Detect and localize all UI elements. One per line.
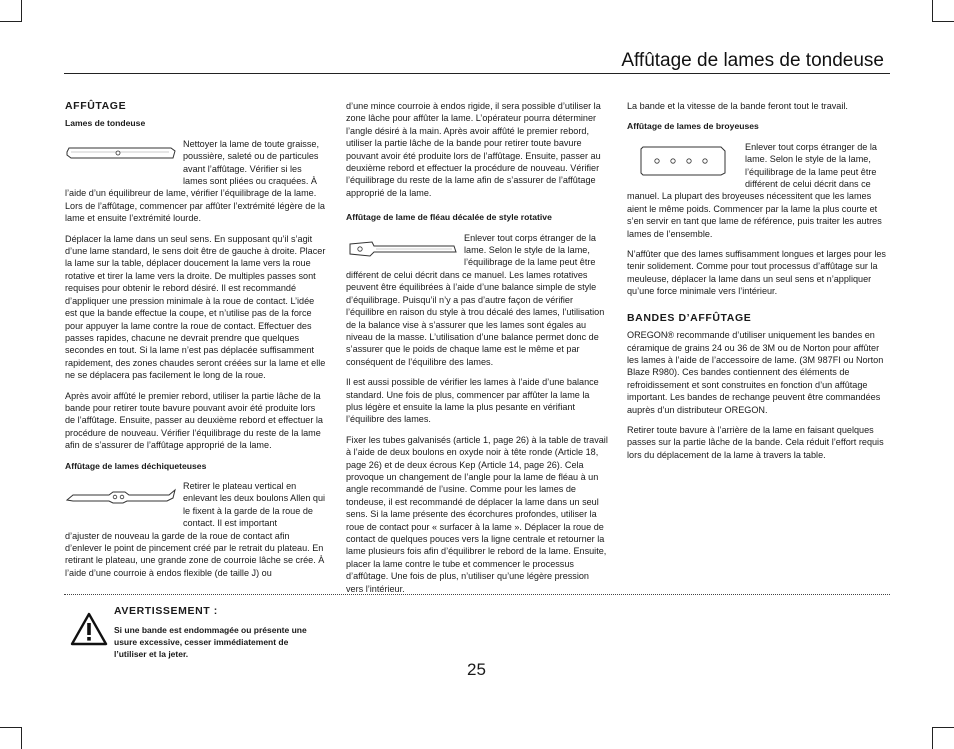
title-rule — [64, 73, 890, 74]
crop-mark — [932, 0, 933, 22]
warning-text: Si une bande est endommagée ou présente une usure excessive, cesser immédiatement de l’utiliser et la jeter. — [114, 625, 307, 659]
paragraph: Après avoir affûté le premier rebord, utiliser la partie lâche de la bande pour retirer toute bavure pouvant avoir été produite lors de l’affûtage. Ensuite, passer au deuxième rebord et effectuer la procédure de nouveau. Vérifier l’équilibrage du reste de la lame afin de s’assurer de l’affûtage approprié de la lame. — [65, 390, 323, 451]
dotted-divider — [64, 594, 890, 595]
paragraph: d’une mince courroie à endos rigide, il sera possible d’utiliser la zone lâche pour affûter la lame. L’opérateur pourra déterminer l’angle désiré à la main. Après avoir affûté le premier rebord, utiliser la partie lâche de la bande pour retirer toute bavure pouvant avoir été produite lors de l’affûtage. Ensuite, passer au deuxième rebord et effectuer la procédure de nouveau. Vérifier l’équilibrage du reste de la lame afin de s’assurer de l’affûtage approprié de la lame. — [346, 101, 601, 198]
mulching-blade-icon — [65, 480, 177, 510]
subheading-lames-broyeuses: Affûtage de lames de broyeuses — [627, 121, 759, 132]
subheading-lame-fleau: Affûtage de lame de fléau décalée de style rotative — [346, 212, 552, 223]
crop-mark — [0, 727, 22, 728]
page-title: Affûtage de lames de tondeuse — [621, 50, 884, 71]
paragraph: d’ajuster de nouveau la garde de la roue de contact afin d’enlever le point de pincement créé par le retrait du plateau. En retirant le plateau, une grande zone de courroie lâche se crée. À l’aide d’une courroie à endos flexible (de taille J) ou — [65, 530, 325, 578]
crop-mark — [21, 0, 22, 22]
section-heading-affutage: AFFÛTAGE — [65, 100, 127, 112]
paragraph: différent de celui décrit dans ce manuel. Les lames rotatives peuvent être équilibrées à l’aide d’une balance simple de style d’équilibrage. Puisqu’il n’y a pas d’autre façon de vérifier l’équilibre en raison du style à trou décalé des lames, l’utilisation de la balance vise à s’assurer que les lames sont égales au niveau de la masse. L’utilisation d’une balance permet donc de s’assurer que le poids de chaque lame est le même et par conséquent de l’équilibre des lames. — [346, 269, 605, 367]
chipper-blade-icon — [627, 141, 739, 181]
paragraph: La bande et la vitesse de la bande feront tout le travail. — [627, 101, 848, 111]
paragraph: Fixer les tubes galvanisés (article 1, page 26) à la table de travail à l’aide de deux boulons en oxyde noir à tête ronde (Article 18, page 26) et de deux écrous Kep (Article 14, page 26). Cela provoque un changement de l’angle pour la lame de fléau à un angle recommandé de l’usine. Comme pour les lames de tondeuse, il est recommandé de déplacer la lame dans un seul sens. Si la lame présente des écorchures profondes, utiliser la roue de contact pour « surfacer à la lame ». Déplacer la roue de contact de quelques pouces vers la ligne centrale et retourner la lame plusieurs fois afin d’équilibrer le rebord de la lame. Ensuite, placer la lame contre le tube et commencer le processus d’affûtage. Une fois de plus, n’utiliser qu’une légère pression vers l’intérieur. — [346, 434, 608, 594]
paragraph: l’aide d’un équilibreur de lame, vérifier l’équilibrage de la lame. Lors de l’affûtage, commencer par affûter l’extrémité légère de la lame et ensuite l’extrémité lourde. — [65, 188, 325, 224]
mower-blade-icon — [65, 138, 177, 168]
paragraph: OREGON® recommande d’utiliser uniquement les bandes en céramique de grains 24 ou 36 de 3M ou de Norton pour affûter les lames à l’aide de l’accessoire de lame. (3M 987FI ou Norton Blaze R980). Ces bandes contiennent des éléments de refroidissement et sont construites en fonction d’un affûtage important. Les bandes de rechange peuvent être commandées auprès d’un distributeur OREGON. — [627, 330, 884, 415]
crop-mark — [932, 727, 933, 749]
column-2 — [346, 100, 608, 603]
subheading-lames-dechiqueteuses: Affûtage de lames déchiqueteuses — [65, 460, 207, 471]
subheading-lames-tondeuse: Lames de tondeuse — [65, 118, 146, 129]
paragraph: Il est aussi possible de vérifier les lames à l’aide d’une balance standard. Une fois de plus, commencer par affûter la lame la plus légère et ensuite la lame la plus pesante en vérifiant l’équilibre des lames. — [346, 377, 599, 425]
crop-mark — [21, 727, 22, 749]
crop-mark — [0, 21, 22, 22]
paragraph: Retirer le plateau vertical en enlevant les deux boulons Allen qui le fixent à la garde de la roue de contact. Il est important — [183, 480, 326, 529]
paragraph: Enlever tout corps étranger de la lame. Selon le style de la lame, l’équilibrage de la lame peut être différent de celui décrit dans ce — [745, 141, 877, 190]
paragraph: Retirer toute bavure à l’arrière de la lame en faisant quelques passes sur la partie lâche de la bande. Cela réduit l’effort requis lors du déplacement de la lame à travers la table. — [627, 424, 884, 460]
section-heading-bandes: BANDES D’AFFÛTAGE — [627, 311, 752, 324]
page-number: 25 — [467, 660, 486, 679]
figure-text-row — [65, 480, 327, 530]
paragraph: Déplacer la lame dans un seul sens. En supposant qu’il s’agit d’une lame standard, le sens doit être de gauche à droite. Placer la lame sur la table, déplacer doucement la lame vers la roue rotative et tirer la lame vers la droite. De multiples passes sont requises pour obtenir le rebord désiré. Il est recommandé d’appliquer une pression minimale à la roue de contact. L’idée est que la bande effectue la coupe, et n’utilise pas de la force pour appuyer la lame contre la roue de contact. Effectuer des passes rapides, chacune ne devrait prendre que quelques secondes en tout. Si la lame n’est pas déplacée suffisamment rapidement, des zones chaudes seront créées sur la lame et elle ne se déplacera pas facilement le long de la roue. — [65, 233, 326, 381]
warning-triangle-icon — [70, 612, 108, 646]
figure-text-row — [627, 141, 889, 191]
column-3 — [627, 100, 889, 469]
flail-blade-icon — [346, 232, 458, 262]
paragraph: Nettoyer la lame de toute graisse, poussière, saleté ou de particules avant l’affûtage. Vérifier si les lames sont pliées ou craquées. À — [183, 138, 319, 187]
figure-text-row — [346, 232, 608, 269]
crop-mark — [932, 21, 954, 22]
figure-text-row — [65, 138, 327, 188]
column-1 — [65, 100, 327, 587]
paragraph: N’affûter que des lames suffisamment longues et larges pour les tenir solidement. Comme pour tout processus d’affûtage sur la meuleuse, déplacer la lame dans un seul sens et n’appliquer qu’une force minimale vers l’intérieur. — [627, 249, 886, 297]
crop-mark — [932, 727, 954, 728]
paragraph: Enlever tout corps étranger de la lame. Selon le style de la lame, l’équilibrage de la lame peut être — [464, 232, 596, 268]
warning-title: AVERTISSEMENT : — [114, 605, 218, 617]
paragraph: manuel. La plupart des broyeuses nécessitent que les lames aient le même poids. Commencer par la lame la plus courte et s’en servir en tant que lame de référence, puis traiter les autres lames de l’ensemble. — [627, 191, 882, 239]
